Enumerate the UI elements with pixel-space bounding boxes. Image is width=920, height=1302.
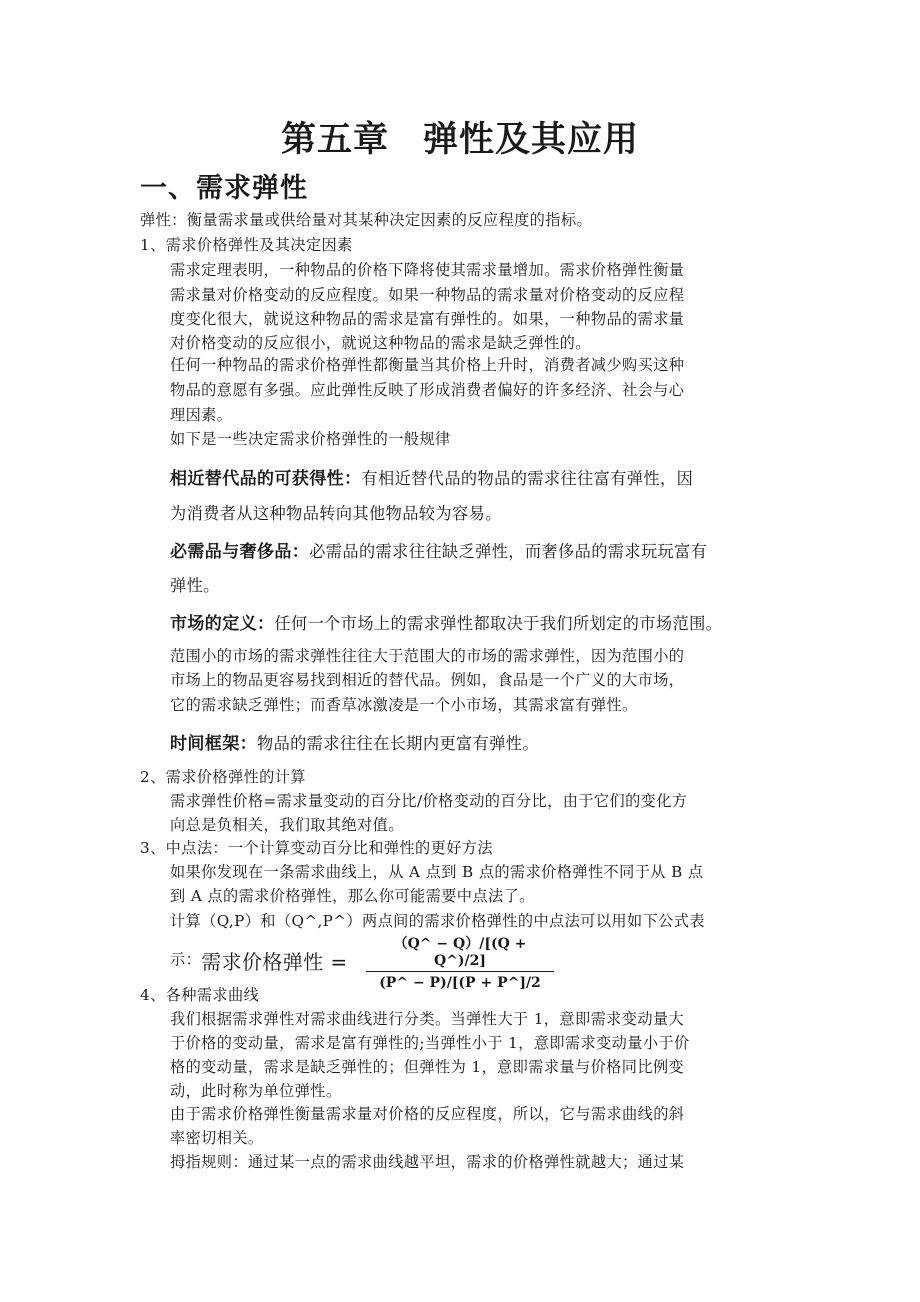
paragraph-line: 需求量对价格变动的反应程度。如果一种物品的需求量对价格变动的反应程 <box>170 286 685 304</box>
chapter-number: 第五章 <box>280 120 389 160</box>
paragraph-line: 它的需求缺乏弹性；而香草冰激凌是一个小市场，其需求富有弹性。 <box>170 696 638 714</box>
rule-term: 必需品与奢侈品： <box>170 542 310 562</box>
rule-substitutes <box>170 464 693 489</box>
paragraph-line: 动，此时称为单位弹性。 <box>170 1082 342 1100</box>
paragraph-line: 于价格的变动量，需求是富有弹性的;当弹性小于 1，意即需求变动量小于价 <box>170 1034 690 1052</box>
rule-text: 必需品的需求往往缺乏弹性，而奢侈品的需求玩玩富有 <box>309 542 708 561</box>
paragraph-line: 到 A 点的需求价格弹性，那么你可能需要中点法了。 <box>170 887 535 905</box>
rule-text: 任何一个市场上的需求弹性都取决于我们所划定的市场范围。 <box>274 614 723 633</box>
paragraph-line: 计算（Q,P）和（Q^,P^）两点间的需求价格弹性的中点法可以用如下公式表 <box>170 912 705 930</box>
paragraph-line: 需求弹性价格=需求量变动的百分比/价格变动的百分比，由于它们的变化方 <box>170 792 688 810</box>
paragraph-line: 如下是一些决定需求价格弹性的一般规律 <box>170 430 451 448</box>
subsection-heading: 4、各种需求曲线 <box>140 986 260 1004</box>
rule-necessities-cont: 弹性。 <box>170 576 220 595</box>
chapter-title <box>0 112 920 162</box>
paragraph-line: 市场上的物品更容易找到相近的替代品。例如，食品是一个广义的大市场， <box>170 671 685 689</box>
subsection-heading: 2、需求价格弹性的计算 <box>140 768 306 786</box>
rule-text: 物品的需求往往在长期内更富有弹性。 <box>257 734 539 753</box>
paragraph-line: 需求定理表明，一种物品的价格下降将使其需求量增加。需求价格弹性衡量 <box>170 261 685 279</box>
paragraph-line: 拇指规则：通过某一点的需求曲线越平坦，需求的价格弹性就越大；通过某 <box>170 1153 685 1171</box>
rule-time-horizon <box>170 729 539 754</box>
formula-numerator: （Q^ − Q）/[(Q + Q^)/2] <box>366 933 554 972</box>
formula-label: 需求价格弹性 = <box>201 950 348 974</box>
paragraph-line: 对价格变动的反应很小，就说这种物品的需求是缺乏弹性的。 <box>170 334 591 352</box>
paragraph-line: 度变化很大，就说这种物品的需求是富有弹性的。如果，一种物品的需求量 <box>170 310 685 328</box>
paragraph-line: 如果你发现在一条需求曲线上，从 A 点到 B 点的需求价格弹性不同于从 B 点 <box>170 863 704 881</box>
paragraph-line: 向总是负相关，我们取其绝对值。 <box>170 816 404 834</box>
chapter-name: 弹性及其应用 <box>423 120 640 160</box>
subsection-heading: 3、中点法：一个计算变动百分比和弹性的更好方法 <box>140 839 493 857</box>
rule-term: 时间框架： <box>170 734 257 754</box>
formula-denominator: (P^ − P)/[(P + P^]/2 <box>379 975 541 991</box>
rule-market-definition <box>170 609 722 634</box>
paragraph-line: 格的变动量，需求是缺乏弹性的；但弹性为 1，意即需求量与价格同比例变 <box>170 1058 685 1076</box>
rule-term: 相近替代品的可获得性： <box>170 469 362 489</box>
formula-fraction <box>366 933 554 991</box>
paragraph-line: 物品的意愿有多强。应此弹性反映了形成消费者偏好的许多经济、社会与心 <box>170 381 685 399</box>
paragraph-line: 由于需求价格弹性衡量需求量对价格的反应程度，所以，它与需求曲线的斜 <box>170 1105 685 1123</box>
paragraph-line: 率密切相关。 <box>170 1129 264 1147</box>
formula-line <box>170 946 348 975</box>
paragraph-line: 任何一种物品的需求价格弹性都衡量当其价格上升时，消费者减少购买这种 <box>170 356 685 374</box>
rule-necessities <box>170 537 707 562</box>
paragraph-line: 理因素。 <box>170 406 233 424</box>
formula-prefix: 示： <box>170 950 202 969</box>
rule-text: 有相近替代品的物品的需求往往富有弹性，因 <box>361 469 694 488</box>
rule-term: 市场的定义： <box>170 614 275 634</box>
rule-substitutes-cont: 为消费者从这种物品转向其他物品较为容易。 <box>170 504 502 523</box>
paragraph-line: 我们根据需求弹性对需求曲线进行分类。当弹性大于 1，意即需求变动量大 <box>170 1010 685 1028</box>
paragraph-line: 范围小的市场的需求弹性往往大于范围大的市场的需求弹性，因为范围小的 <box>170 647 685 665</box>
paragraph-line: 弹性：衡量需求量或供给量对其某种决定因素的反应程度的指标。 <box>140 211 593 229</box>
subsection-heading: 1、需求价格弹性及其决定因素 <box>140 236 353 254</box>
section-title: 一、需求弹性 <box>140 173 308 204</box>
